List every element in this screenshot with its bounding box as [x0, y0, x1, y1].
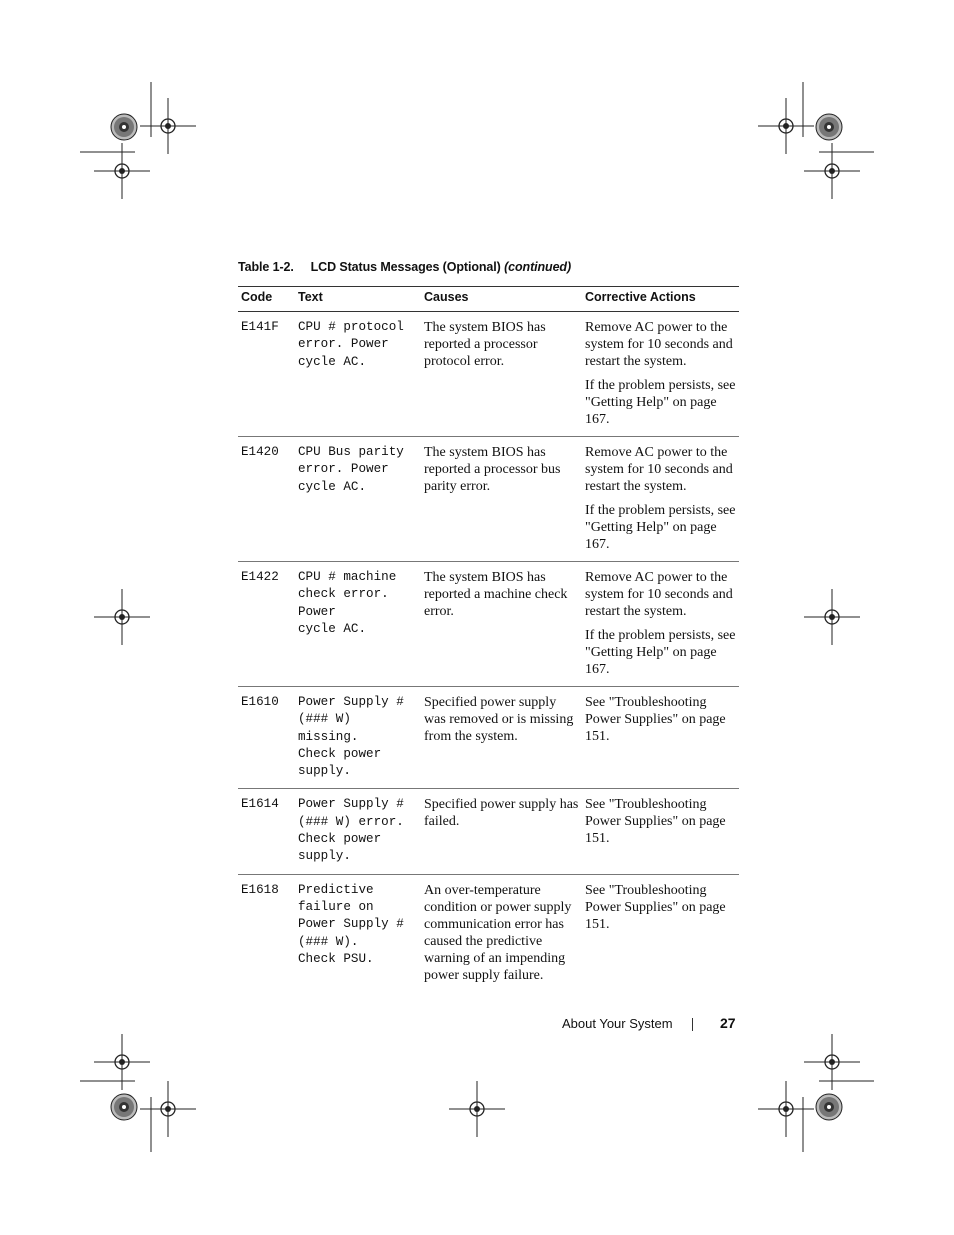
action-paragraph: Remove AC power to the system for 10 seconds and restart the system.: [585, 320, 733, 369]
registration-cross-icon: [758, 98, 814, 154]
row-code: E141F: [238, 312, 295, 437]
table-caption: [238, 260, 571, 274]
registration-cross-icon: [94, 1034, 150, 1090]
action-paragraph: See "Troubleshooting Power Supplies" on page 151.: [585, 797, 726, 847]
row-cause: Specified power supply has failed.: [421, 789, 582, 874]
registration-burst-icon: [111, 114, 137, 140]
registration-cross-icon: [140, 1081, 196, 1137]
row-text: Power Supply # (### W) error. Check power supply.: [295, 789, 421, 874]
registration-cross-icon: [758, 1081, 814, 1137]
row-text: CPU # machine check error. Power cycle AC.: [295, 562, 421, 687]
registration-cross-icon: [804, 589, 860, 645]
row-cause: The system BIOS has reported a processor bus parity error.: [421, 437, 582, 562]
row-code: E1422: [238, 562, 295, 687]
row-text: Power Supply # (### W) missing. Check power supply.: [295, 687, 421, 789]
row-text: Predictive failure on Power Supply # (### W). Check PSU.: [298, 882, 404, 966]
action-paragraph: If the problem persists, see "Getting Help" on page 167.: [585, 378, 736, 427]
table-row: [238, 789, 739, 874]
table-caption-continued: (continued): [504, 260, 572, 274]
row-actions: [582, 437, 739, 562]
registration-burst-icon: [111, 1094, 137, 1120]
table-row: [238, 687, 739, 789]
registration-cross-icon: [94, 589, 150, 645]
registration-cross-icon: [804, 143, 860, 199]
lcd-status-table: [238, 286, 739, 992]
header-causes: Causes: [421, 287, 582, 312]
action-paragraph: If the problem persists, see "Getting Help" on page 167.: [585, 628, 736, 677]
row-actions: [582, 312, 739, 437]
row-cause: The system BIOS has reported a machine check error.: [421, 562, 582, 687]
row-code: E1420: [238, 437, 295, 562]
table-caption-label: Table 1-2.: [238, 260, 294, 274]
page-number: 27: [720, 1015, 736, 1031]
table-row: [238, 874, 739, 992]
registration-cross-icon: [140, 98, 196, 154]
row-cause: Specified power supply was removed or is missing from the system.: [421, 687, 582, 789]
table-row: [238, 312, 739, 437]
row-actions: [582, 562, 739, 687]
row-text: CPU Bus parity error. Power cycle AC.: [295, 437, 421, 562]
header-code: Code: [238, 287, 295, 312]
action-paragraph: Remove AC power to the system for 10 seconds and restart the system.: [585, 445, 733, 494]
registration-burst-icon: [816, 1094, 842, 1120]
row-code: E1618: [241, 882, 279, 897]
table-header-row: [238, 287, 739, 312]
action-paragraph: If the problem persists, see "Getting Help" on page 167.: [585, 503, 736, 552]
action-paragraph: See "Troubleshooting Power Supplies" on page 151.: [585, 695, 726, 744]
footer-section-title: About Your System: [562, 1016, 673, 1031]
header-corrective-actions: Corrective Actions: [582, 287, 739, 312]
table-caption-title: LCD Status Messages (Optional): [310, 260, 501, 274]
row-code: E1610: [238, 687, 295, 789]
row-actions: [582, 789, 739, 874]
row-cause: An over-temperature condition or power supply communication error has caused the predictive warning of an impending power supply failure.: [424, 882, 572, 983]
footer-separator: [692, 1018, 693, 1031]
header-text: Text: [295, 287, 421, 312]
row-cause: The system BIOS has reported a processor protocol error.: [421, 312, 582, 437]
row-code: E1614: [238, 789, 295, 874]
registration-cross-icon: [449, 1081, 505, 1137]
registration-burst-icon: [816, 114, 842, 140]
action-paragraph: See "Troubleshooting Power Supplies" on page 151.: [585, 882, 726, 932]
row-actions: [582, 687, 739, 789]
registration-cross-icon: [94, 143, 150, 199]
registration-cross-icon: [804, 1034, 860, 1090]
action-paragraph: Remove AC power to the system for 10 seconds and restart the system.: [585, 570, 733, 619]
row-actions: [582, 874, 739, 992]
table-row: [238, 437, 739, 562]
row-text: CPU # protocol error. Power cycle AC.: [295, 312, 421, 437]
table-row: [238, 562, 739, 687]
